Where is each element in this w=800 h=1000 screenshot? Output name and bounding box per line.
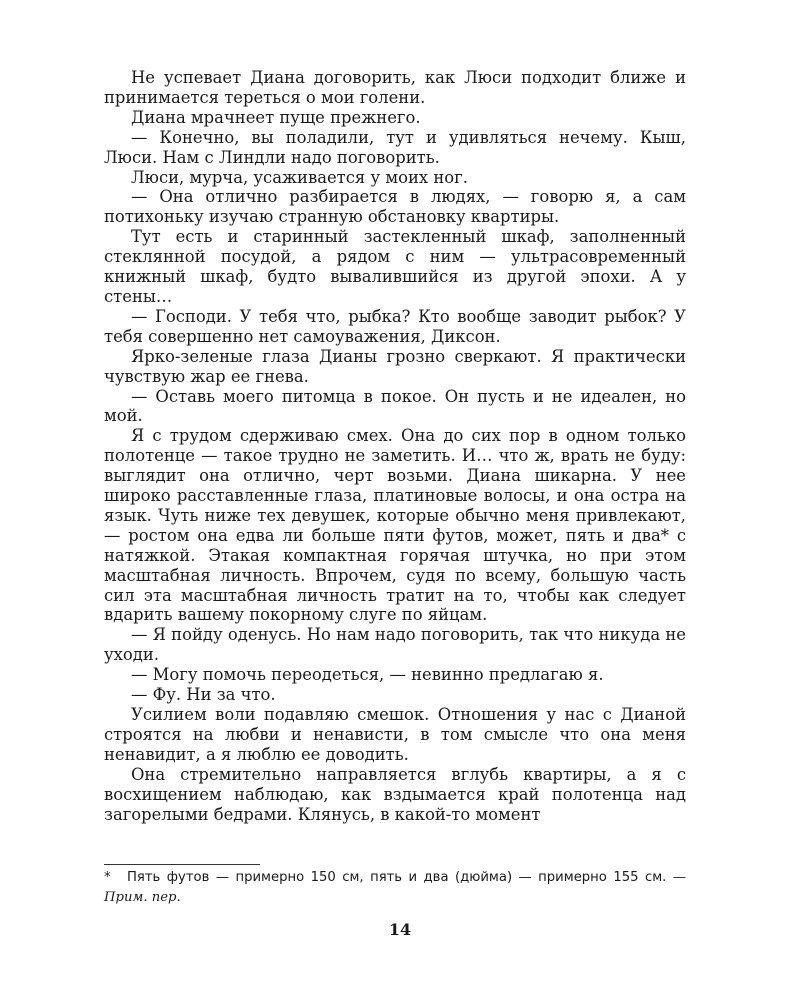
footnote-attribution: — Прим. пер. xyxy=(104,870,686,905)
paragraph-7: — Господи. У тебя что, рыбка? Кто вообще заводит рыбок? У тебя совершенно нет самоуважения, Диксон. xyxy=(104,306,686,346)
paragraph-1: Не успевает Диана договорить, как Люси подходит ближе и принимается тереться о мои голени. xyxy=(104,68,686,107)
footnote-text: Пять футов — примерно 150 см, пять и два (дюйма) — примерно 155 см. xyxy=(127,870,667,885)
body-text xyxy=(104,68,686,824)
paragraph-6: Тут есть и старинный застекленный шкаф, заполненный стеклянной посудой, а рядом с ним — ультрасовременный книжный шкаф, будто вывалившийся из другой эпохи. А у стены… xyxy=(104,227,686,306)
footnote xyxy=(104,868,686,907)
paragraph-15: Она стремительно направляется вглубь квартиры, а я с восхищением наблюдаю, как вздымается край полотенца над загорелыми бедрами. Клянусь, в какой-то момент xyxy=(104,764,686,824)
paragraph-5: — Она отлично разбирается в людях, — говорю я, а сам потихоньку изучаю странную обстановку квартиры. xyxy=(104,187,686,227)
paragraph-8: Ярко-зеленые глаза Дианы грозно сверкают. Я практически чувствую жар ее гнева. xyxy=(104,346,686,386)
paragraph-2: Диана мрачнеет пуще прежнего. xyxy=(131,107,421,127)
paragraph-11: — Я пойду оденусь. Но нам надо поговорить, так что никуда не уходи. xyxy=(104,625,686,665)
paragraph-10: Я с трудом сдерживаю смех. Она до сих пор в одном только полотенце — такое трудно не заметить. И… что ж, врать не буду: выглядит она отлично, черт возьми. Диана шикарна. У нее широко расставленные глаза, платиновые волосы, и она остра на язык. Чуть ниже тех девушек, которые обычно меня привлекают, — ростом она едва ли больше пяти футов, может, пять и два* с натяжкой. Этакая компактная горячая штучка, но при этом масштабная личность. Впрочем, судя по всему, большую часть сил эта масштабная личность тратит на то, чтобы как следует вдарить вашему покорному слуге по яйцам. xyxy=(104,426,686,625)
footnote-mark: * xyxy=(104,870,111,885)
paragraph-12: — Могу помочь переодеться, — невинно предлагаю я. xyxy=(131,665,604,685)
paragraph-14: Усилием воли подавляю смешок. Отношения у нас с Дианой строятся на любви и ненависти, в том смысле что она меня ненавидит, а я люблю ее доводить. xyxy=(104,705,686,764)
page-content xyxy=(104,68,686,824)
paragraph-9: — Оставь моего питомца в покое. Он пусть и не идеален, но мой. xyxy=(104,386,686,426)
page-number: 14 xyxy=(388,920,412,939)
paragraph-13: — Фу. Ни за что. xyxy=(131,685,276,705)
paragraph-4: Люси, мурча, усаживается у моих ног. xyxy=(131,167,468,187)
footnote-divider xyxy=(104,864,260,865)
paragraph-3: — Конечно, вы поладили, тут и удивляться нечему. Кыш, Люси. Нам с Линдли надо поговорить. xyxy=(104,127,686,167)
